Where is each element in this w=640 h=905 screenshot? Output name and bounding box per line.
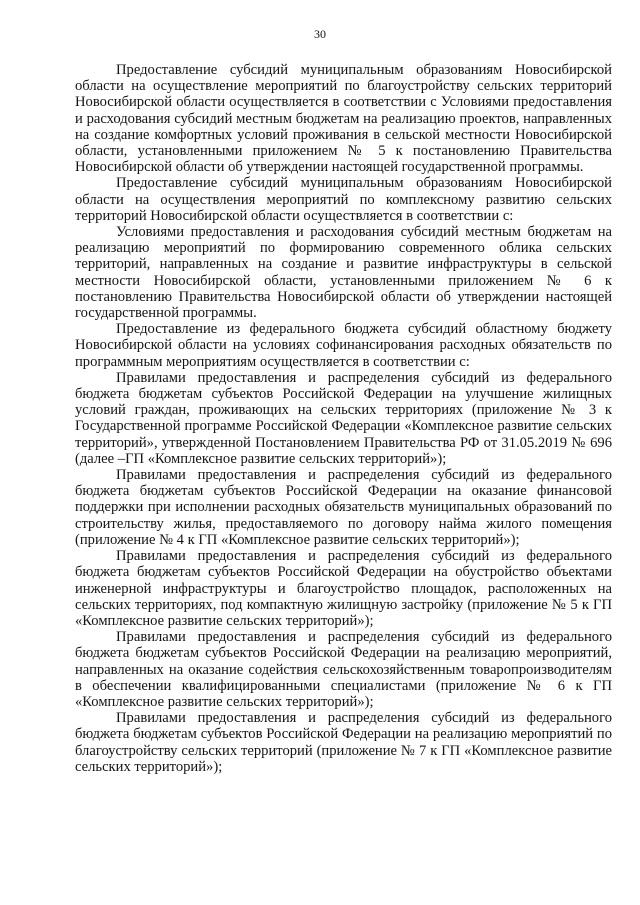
document-body [75,62,612,775]
page-number: 30 [314,27,326,41]
paragraph-subsidies-landscaping: Предоставление субсидий муниципальным образованиям Новосибирской области на осуществление мероприятий по благоустройству сельских территорий Новосибирской области осуществляется в соответствии с Условиями предоставления и расходования субсидий местным бюджетам на реализацию проектов, направленных на создание комфортных условий проживания в сельской местности Новосибирской области, установленными приложением № 5 к постановлению Правительства Новосибирской области об утверждении настоящей государственной программы. [75,62,612,176]
paragraph-conditions-modern-appearance: Условиями предоставления и расходования субсидий местным бюджетам на реализацию мероприятий по формированию современного облика сельских территорий, направленных на создание и развитие инфраструктуры в сельской местности Новосибирской области, установленными приложением № 6 к постановлению Правительства Новосибирской области об утверждении настоящей государственной программы. [75,224,612,322]
paragraph-rules-housing-conditions: Правилами предоставления и распределения субсидий из федерального бюджета бюджетам субъектов Российской Федерации на улучшение жилищных условий граждан, проживающих на сельских территориях (приложение № 3 к Государственной программе Российской Федерации «Комплексное развитие сельских территорий», утвержденной Постановлением Правительства РФ от 31.05.2019 № 696 (далее –ГП «Комплексное развитие сельских территорий»); [75,369,612,467]
paragraph-rules-engineering-infrastructure: Правилами предоставления и распределения субсидий из федерального бюджета бюджетам субъектов Российской Федерации на обустройство объектами инженерной инфраструктуры и благоустройство площадок, расположенных на сельских территориях, под компактную жилищную застройку (приложение № 5 к ГП «Комплексное развитие сельских территорий»); [75,548,612,629]
paragraph-rules-qualified-specialists: Правилами предоставления и распределения субсидий из федерального бюджета бюджетам субъектов Российской Федерации на реализацию мероприятий, направленных на оказание содействия сельскохозяйственным товаропроизводителям в обеспечении квалифицированными специалистами (приложение № 6 к ГП «Комплексное развитие сельских территорий»); [75,629,612,710]
paragraph-rules-landscaping: Правилами предоставления и распределения субсидий из федерального бюджета бюджетам субъектов Российской Федерации на реализацию мероприятий по благоустройству сельских территорий (приложение № 7 к ГП «Комплексное развитие сельских территорий»); [75,710,612,775]
paragraph-rules-housing-construction: Правилами предоставления и распределения субсидий из федерального бюджета бюджетам субъектов Российской Федерации на оказание финансовой поддержки при исполнении расходных обязательств муниципальных образований по строительству жилья, предоставляемого по договору найма жилого помещения (приложение № 4 к ГП «Комплексное развитие сельских территорий»); [75,467,612,548]
paragraph-subsidies-complex-development: Предоставление субсидий муниципальным образованиям Новосибирской области на осуществления мероприятий по комплексному развитию сельских территорий Новосибирской области осуществляется в соответствии с: [75,175,612,224]
paragraph-federal-budget-subsidies: Предоставление из федерального бюджета субсидий областному бюджету Новосибирской области на условиях софинансирования расходных обязательств по программным мероприятиям осуществляется в соответствии с: [75,321,612,370]
